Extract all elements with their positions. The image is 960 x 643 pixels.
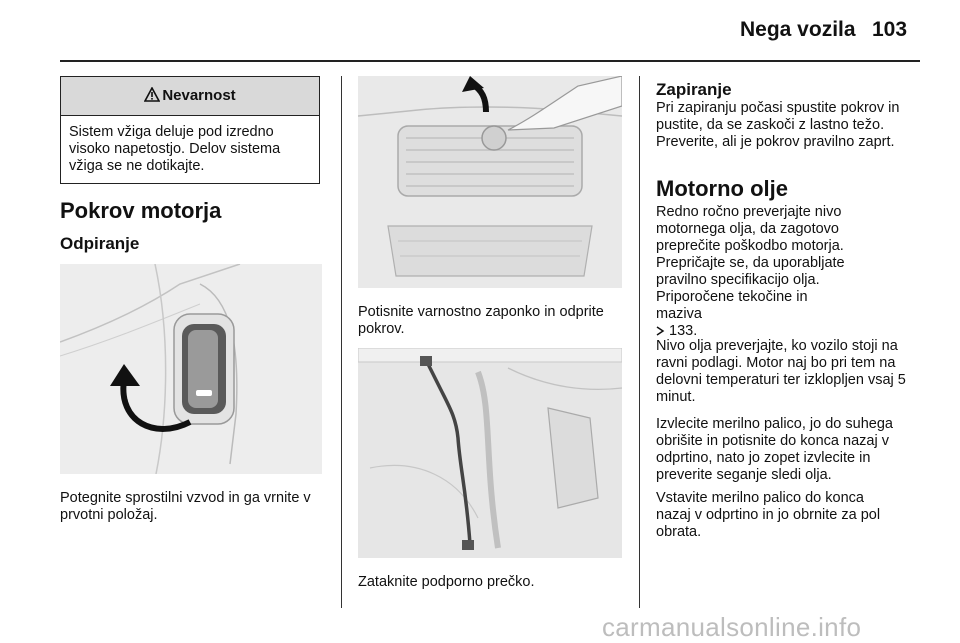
running-header-section: Nega vozila — [740, 18, 856, 41]
oil-paragraph-2: Nivo olja preverjajte, ko vozilo stoji na ravni podlagi. Motor naj bo pri tem na delovni temperaturi ter izklopljen vsaj 5 minut. — [656, 338, 906, 405]
warning-title: Nevarnost — [162, 87, 236, 104]
heading-engine-oil: Motorno olje — [656, 176, 788, 201]
text-closing: Pri zapiranju počasi spustite pokrov in pustite, da se zaskoči z lastno težo. Preverite, ali je pokrov pravilno zaprt. — [656, 100, 900, 150]
heading-engine-hood: Pokrov motorja — [60, 198, 222, 223]
figure-release-lever — [60, 264, 322, 474]
caption-support-rod: Zataknite podporno prečko. — [358, 574, 535, 590]
oil-paragraph-3: Izvlecite merilno palico, jo do suhega obrišite in potisnite do konca nazaj v odprtino, nato jo zopet izvlecite in preverite seganje sledi olja. — [656, 416, 893, 483]
header-rule — [60, 60, 920, 62]
oil-paragraph-4: Vstavite merilno palico do konca nazaj v odprtino in jo obrnite za pol obrata. — [656, 490, 881, 540]
warning-text: Sistem vžiga deluje pod izredno visoko napetostjo. Delov sistema vžiga se ne dotikajte. — [69, 124, 281, 174]
page-reference-icon — [656, 326, 665, 336]
heading-closing: Zapiranje — [656, 80, 732, 99]
page-reference[interactable]: 133. — [669, 323, 698, 339]
caption-release-lever: Potegnite sprostilni vzvod in ga vrnite v prvotni položaj. — [60, 490, 311, 523]
column-divider-1 — [341, 76, 342, 608]
oil-paragraph-1 — [656, 204, 846, 340]
column-divider-2 — [639, 76, 640, 608]
watermark: carmanualsonline.info — [602, 612, 862, 642]
figure-safety-catch — [358, 76, 622, 288]
danger-warning-box — [60, 76, 320, 184]
figure-support-rod — [358, 348, 622, 558]
oil-paragraph-1-text: Redno ročno preverjajte nivo motornega olja, da zagotovo preprečite poškodbo motorja. Prepričajte se, da uporabljate pravilno specifikacijo olja. Priporočene tekočine in maziva — [656, 204, 845, 322]
subheading-opening: Odpiranje — [60, 234, 140, 253]
caption-safety-catch: Potisnite varnostno zaponko in odprite pokrov. — [358, 304, 604, 337]
warning-header — [61, 77, 319, 116]
warning-triangle-icon — [144, 87, 160, 102]
page-number: 103 — [872, 18, 908, 41]
